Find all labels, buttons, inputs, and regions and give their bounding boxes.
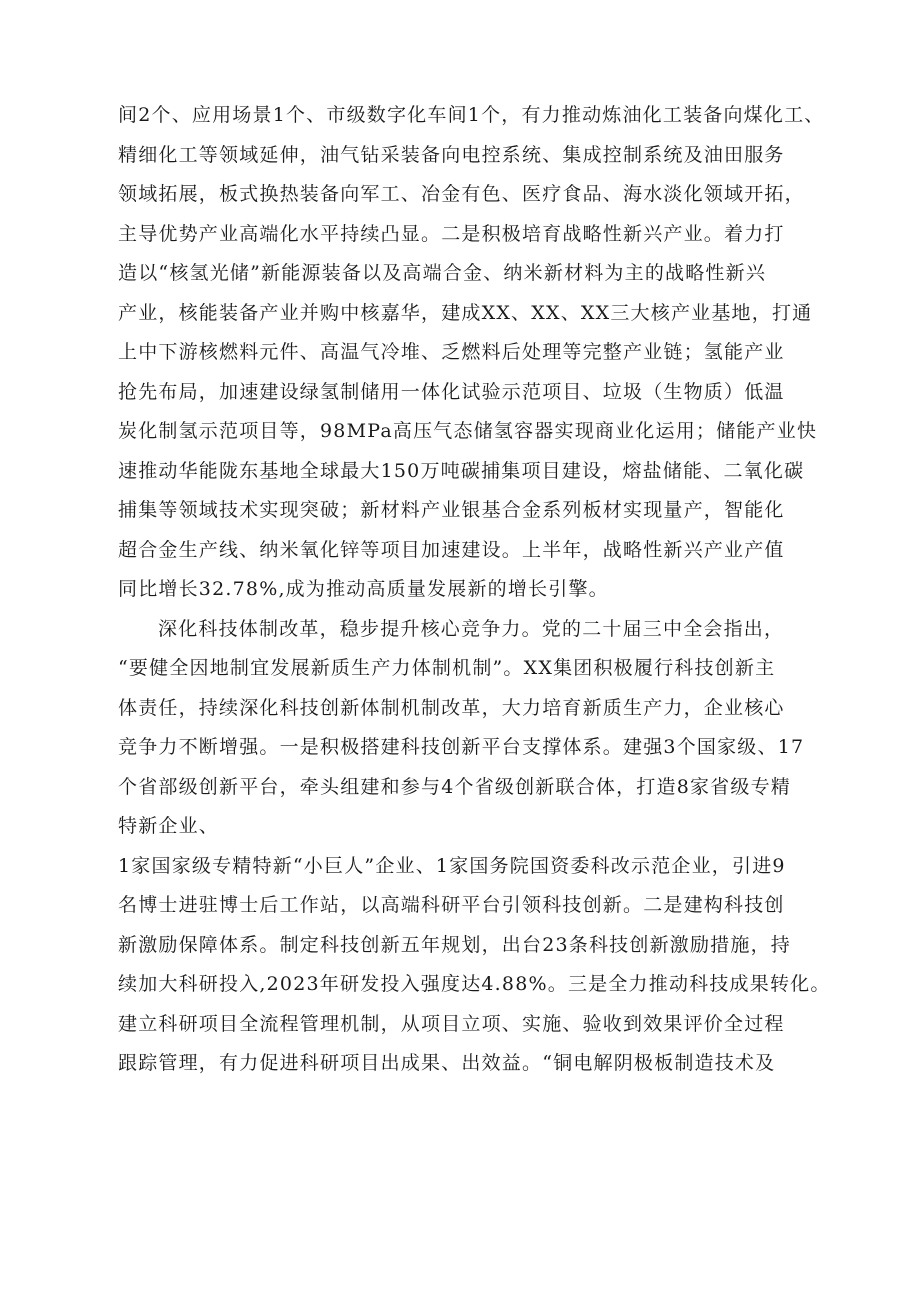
text-line: 深化科技体制改革，稳步提升核心竞争力。党的二十届三中全会指出， (158, 617, 785, 640)
paragraph-2 (118, 610, 838, 1084)
text-line: 建立科研项目全流程管理机制，从项目立项、实施、验收到效果评价全过程 (118, 1012, 785, 1035)
text-line: 个省部级创新平台，牵头组建和参与4个省级创新联合体，打造8家省级专精 (118, 775, 791, 798)
text-line: 抢先布局，加速建设绿氢制储用一体化试验示范项目、垃圾（生物质）低温 (118, 380, 785, 403)
text-line: 1家国家级专精特新“小巨人”企业、1家国务院国资委科改示范企业，引进9 (118, 854, 786, 877)
text-line: 续加大科研投入,2023年研发投入强度达4.88%。三是全力推动科技成果转化。 (118, 973, 831, 995)
text-line: 超合金生产线、纳米氧化锌等项目加速建设。上半年，战略性新兴产业产值 (118, 538, 785, 561)
text-line: 竞争力不断增强。一是积极搭建科技创新平台支撑体系。建强3个国家级、17 (118, 736, 805, 758)
text-line: 跟踪管理，有力促进科研项目出成果、出效益。“铜电解阴极板制造技术及 (118, 1052, 776, 1074)
text-line: 名博士进驻博士后工作站，以高端科研平台引领科技创新。二是建构科技创 (118, 894, 785, 916)
text-line: 捕集等领域技术实现突破；新材料产业银基合金系列板材实现量产，智能化 (118, 499, 785, 521)
document-page (118, 96, 838, 1084)
text-line: 精细化工等领域延伸，油气钻采装备向电控系统、集成控制系统及油田服务 (118, 143, 785, 166)
text-line: 产业，核能装备产业并购中核嘉华，建成XX、XX、XX三大核产业基地，打通 (118, 301, 813, 324)
paragraph-1 (118, 96, 838, 610)
text-line: 间2个、应用场景1个、市级数字化车间1个，有力推动炼油化工装备向煤化工、 (118, 104, 825, 126)
text-line: 新激励保障体系。制定科技创新五年规划，出台23条科技创新激励措施，持 (118, 933, 791, 956)
text-line: 同比增长32.78%,成为推动高质量发展新的增长引擎。 (118, 578, 609, 600)
text-line: 特新企业、 (118, 815, 220, 837)
text-line: 造以“核氢光储”新能源装备以及高端合金、纳米新材料为主的战略性新兴 (118, 262, 767, 284)
text-line: 体责任，持续深化科技创新体制机制改革，大力培育新质生产力，企业核心 (118, 696, 785, 719)
text-line: 炭化制氢示范项目等，98MPa高压气态储氢容器实现商业化运用；储能产业快 (118, 420, 818, 442)
text-line: 领域拓展，板式换热装备向军工、冶金有色、医疗食品、海水淡化领域开拓， (118, 183, 805, 205)
text-line: “要健全因地制宜发展新质生产力体制机制”。XX集团积极履行科技创新主 (118, 657, 776, 679)
text-line: 主导优势产业高端化水平持续凸显。二是积极培育战略性新兴产业。着力打 (118, 222, 785, 245)
text-line: 上中下游核燃料元件、高温气冷堆、乏燃料后处理等完整产业链；氢能产业 (118, 341, 785, 363)
text-line: 速推动华能陇东基地全球最大150万吨碳捕集项目建设，熔盐储能、二氧化碳 (118, 459, 805, 482)
